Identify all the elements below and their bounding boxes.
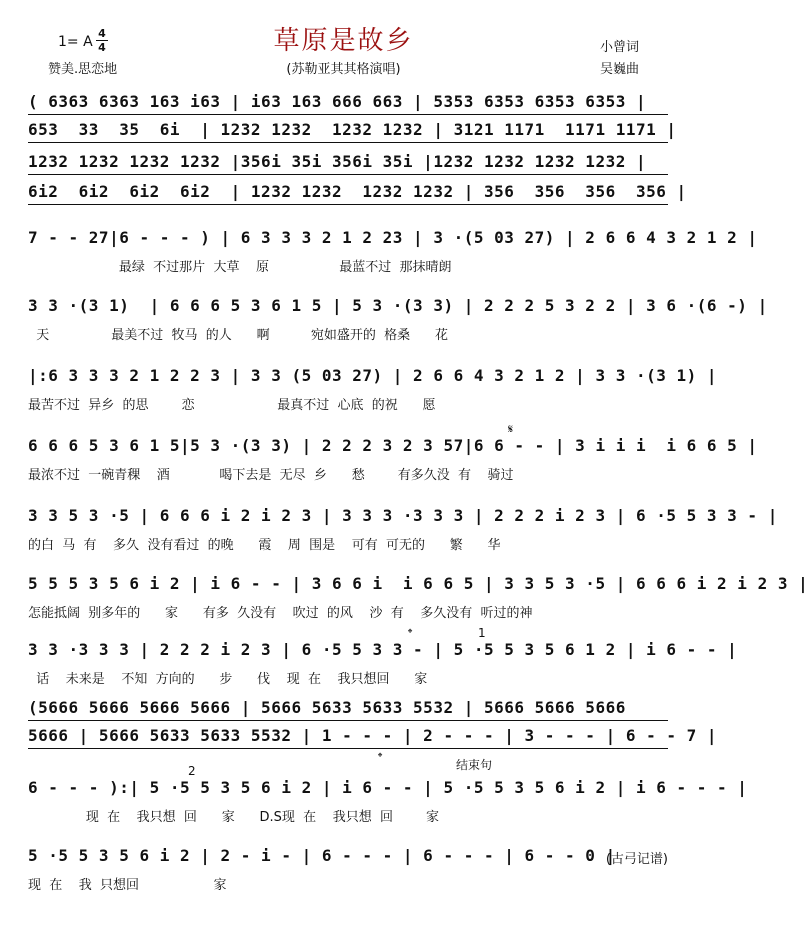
lyric-line: 最苦不过 异乡 的思 恋 最真不过 心底 的祝 愿	[28, 398, 436, 413]
lyricist-credit: 小曾词	[600, 40, 640, 55]
lyric-line: 怎能抵阔 别多年的 家 有多 久没有 吹过 的风 沙 有 多久没有 听过的神	[28, 606, 533, 621]
notation-line: 5666 | 5666 5633 5633 5532 | 1 - - - | 2 - - - | 3 - - - | 6 - - 7 |	[28, 726, 668, 749]
notation-line: 6i2 6i2 6i2 6i2 | 1232 1232 1232 1232 | 356 356 356 356 |	[28, 182, 668, 205]
notation-line: (5666 5666 5666 5666 | 5666 5633 5633 5532 | 5666 5666 5666	[28, 698, 668, 721]
notation-line: 3 3 ·(3 1) | 6 6 6 5 3 6 1 5 | 5 3 ·(3 3) | 2 2 2 5 3 2 2 | 3 6 ·(6 -) |	[28, 296, 768, 315]
time-signature-bottom: 4	[98, 41, 106, 54]
notation-line: 1232 1232 1232 1232 |356i 35i 356i 35i |1232 1232 1232 1232 |	[28, 152, 668, 175]
mood-marking: 赞美.思恋地	[48, 62, 118, 77]
notation-line: ( 6363 6363 163 i63 | i63 163 666 663 | 5353 6353 6353 6353 |	[28, 92, 668, 115]
lyric-line: 现 在 我只想 回 家 D.S现 在 我只想 回 家	[28, 810, 440, 825]
transcriber-credit: (古弓记谱)	[605, 852, 668, 867]
song-title: 草原是故乡	[273, 26, 414, 56]
volta-2-label: 2	[188, 764, 196, 778]
notation-line: 3 3 ·3 3 3 | 2 2 2 i 2 3 | 6 ·5 5 3 3 - | 5 ·5 5 3 5 6 1 2 | i 6 - - |	[28, 640, 738, 659]
notation-line: 6 6 6 5 3 6 1 5|5 3 ·(3 3) | 2 2 2 3 2 3 57|6 6 - - | 3 i i i i 6 6 5 |	[28, 436, 758, 455]
coda-sign: 𝄌	[378, 750, 383, 764]
time-signature-top: 4	[98, 27, 106, 40]
key-signature: 1= A	[58, 34, 93, 50]
lyric-line: 最绿 不过那片 大草 原 最蓝不过 那抹晴朗	[28, 260, 452, 275]
notation-line: 3 3 5 3 ·5 | 6 6 6 i 2 i 2 3 | 3 3 3 ·3 3 3 | 2 2 2 i 2 3 | 6 ·5 5 3 3 - |	[28, 506, 778, 525]
lyric-line: 现 在 我 只想回 家	[28, 878, 227, 893]
lyric-line: 话 未来是 不知 方向的 步 伐 现 在 我只想回 家	[28, 672, 428, 687]
segno-sign: 𝄋	[508, 422, 514, 436]
lyric-line: 天 最美不过 牧马 的人 啊 宛如盛开的 格桑 花	[28, 328, 448, 343]
lyric-line: 最浓不过 一碗青稞 酒 喝下去是 无尽 乡 愁 有多久没 有 骑过	[28, 468, 514, 483]
lyric-line: 的白 马 有 多久 没有看过 的晚 霞 周 围是 可有 可无的 繁 华	[28, 538, 501, 553]
score-header	[0, 0, 687, 85]
notation-line: 7 - - 27|6 - - - ) | 6 3 3 3 2 1 2 23 | 3 ·(5 03 27) | 2 6 6 4 3 2 1 2 |	[28, 228, 758, 247]
notation-line: 5 ·5 5 3 5 6 i 2 | 2 - i - | 6 - - - | 6 - - - | 6 - - 0 |	[28, 846, 616, 865]
notation-line: 653 33 35 6i | 1232 1232 1232 1232 | 3121 1171 1171 1171 |	[28, 120, 668, 143]
coda-sign: 𝄌	[408, 626, 413, 640]
notation-line: 5 5 5 3 5 6 i 2 | i 6 - - | 3 6 6 i i 6 6 5 | 3 3 5 3 ·5 | 6 6 6 i 2 i 2 3 |	[28, 574, 808, 593]
volta-1-label: 1	[478, 626, 486, 640]
performer-subtitle: (苏勒亚其其格演唱)	[286, 62, 401, 77]
composer-credit: 吴巍曲	[600, 62, 640, 77]
notation-line: 6 - - - ):| 5 ·5 5 3 5 6 i 2 | i 6 - - | 5 ·5 5 3 5 6 i 2 | i 6 - - - |	[28, 778, 748, 797]
notation-line: |:6 3 3 3 2 1 2 2 3 | 3 3 (5 03 27) | 2 6 6 4 3 2 1 2 | 3 3 ·(3 1) |	[28, 366, 718, 385]
ending-label: 结束句	[456, 758, 493, 772]
